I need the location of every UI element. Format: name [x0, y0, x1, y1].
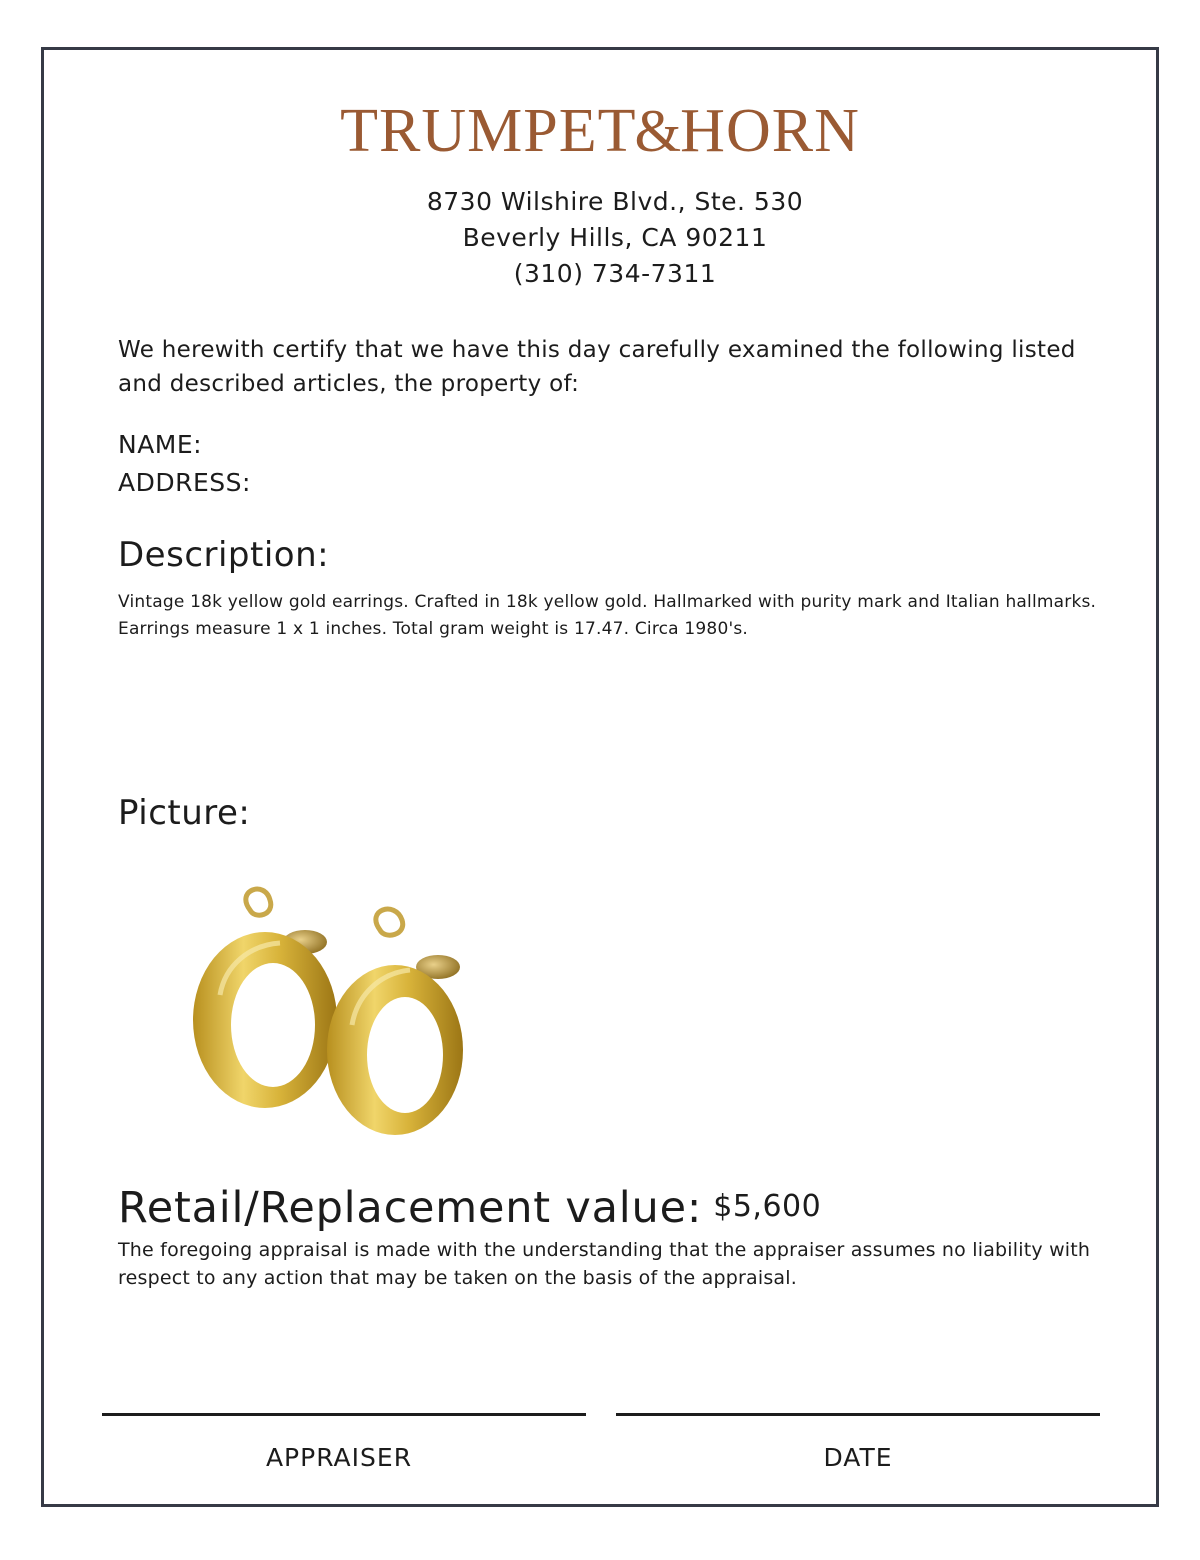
brand-ampersand: & — [634, 98, 683, 164]
appraiser-label: APPRAISER — [265, 1443, 413, 1472]
valuation-amount: $5,600 — [713, 1189, 822, 1224]
name-field-label: NAME: — [118, 430, 203, 459]
right-earring — [327, 909, 463, 1135]
earrings-photo — [180, 875, 480, 1150]
picture-heading: Picture: — [118, 793, 251, 833]
valuation-row — [118, 1183, 821, 1233]
gold-hoop-earrings-illustration — [180, 875, 480, 1150]
city-state-zip: Beverly Hills, CA 90211 — [462, 223, 768, 252]
brand-name-right: HORN — [680, 97, 860, 165]
certification-statement: We herewith certify that we have this day carefully examined the following listed and described articles, the property of: — [118, 337, 1076, 397]
valuation-label: Retail/Replacement value: — [118, 1183, 703, 1233]
street-address: 8730 Wilshire Blvd., Ste. 530 — [426, 187, 804, 216]
description-heading: Description: — [118, 535, 330, 575]
contact-block — [0, 184, 1200, 292]
brand-logo — [0, 97, 1200, 165]
date-signature-line — [616, 1413, 1100, 1416]
date-label: DATE — [823, 1443, 893, 1472]
description-text: Vintage 18k yellow gold earrings. Crafted in 18k yellow gold. Hallmarked with purity mark and Italian hallmarks. Earrings measure 1 x 1 inches. Total gram weight is 17.47. Circa 1980's. — [118, 592, 1097, 639]
phone-number: (310) 734-7311 — [513, 259, 717, 288]
left-earring — [193, 889, 337, 1108]
brand-name-left: TRUMPET — [340, 97, 637, 165]
disclaimer-text: The foregoing appraisal is made with the understanding that the appraiser assumes no liability with respect to any action that may be taken on the basis of the appraisal. — [118, 1239, 1091, 1289]
address-field-label: ADDRESS: — [118, 468, 251, 497]
appraiser-signature-line — [102, 1413, 586, 1416]
